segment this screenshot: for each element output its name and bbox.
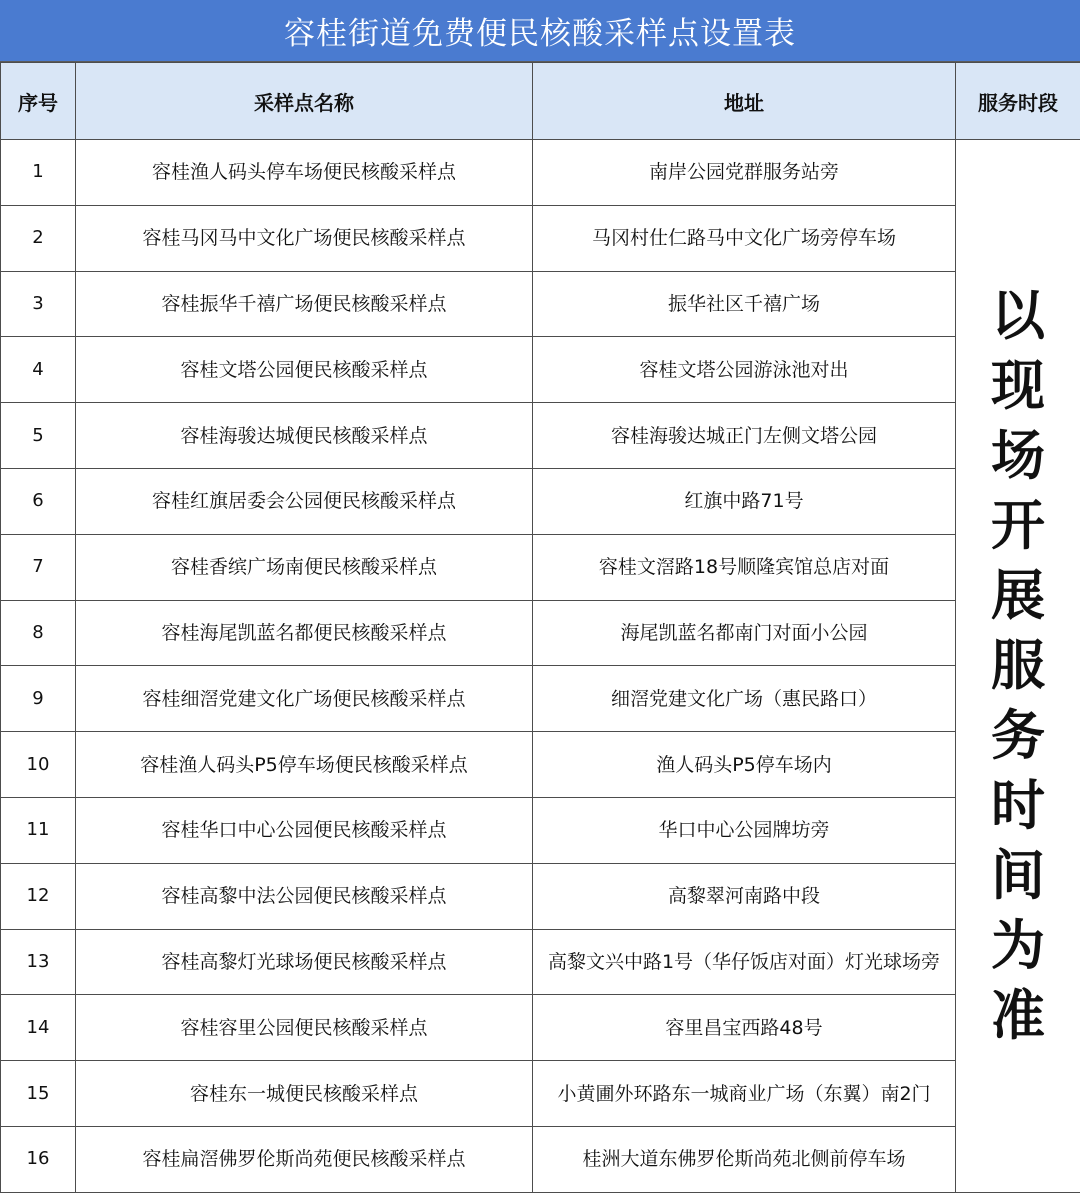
row-no: 16	[1, 1126, 76, 1192]
row-no: 8	[1, 600, 76, 666]
table-row	[1, 929, 1080, 995]
header-no: 序号	[1, 63, 76, 140]
service-hours-note: 以现场开展服务时间为准	[988, 281, 1048, 1051]
row-no: 13	[1, 929, 76, 995]
row-address: 桂洲大道东佛罗伦斯尚苑北侧前停车场	[533, 1126, 956, 1192]
service-hours-cell	[956, 140, 1080, 1193]
row-no: 10	[1, 732, 76, 798]
row-address: 渔人码头P5停车场内	[533, 732, 956, 798]
row-address: 南岸公园党群服务站旁	[533, 140, 956, 206]
row-no: 14	[1, 995, 76, 1061]
row-no: 1	[1, 140, 76, 206]
header-name: 采样点名称	[76, 63, 533, 140]
table-row	[1, 534, 1080, 600]
row-name: 容桂海尾凯蓝名都便民核酸采样点	[76, 600, 533, 666]
row-no: 4	[1, 337, 76, 403]
table-row	[1, 468, 1080, 534]
header-hours: 服务时段	[956, 63, 1080, 140]
row-name: 容桂细滘党建文化广场便民核酸采样点	[76, 666, 533, 732]
row-address: 振华社区千禧广场	[533, 271, 956, 337]
row-name: 容桂渔人码头P5停车场便民核酸采样点	[76, 732, 533, 798]
row-address: 海尾凯蓝名都南门对面小公园	[533, 600, 956, 666]
table-row	[1, 1061, 1080, 1127]
row-address: 红旗中路71号	[533, 468, 956, 534]
row-name: 容桂振华千禧广场便民核酸采样点	[76, 271, 533, 337]
row-name: 容桂华口中心公园便民核酸采样点	[76, 797, 533, 863]
row-address: 容里昌宝西路48号	[533, 995, 956, 1061]
row-name: 容桂扁滘佛罗伦斯尚苑便民核酸采样点	[76, 1126, 533, 1192]
table-row	[1, 797, 1080, 863]
row-address: 小黄圃外环路东一城商业广场（东翼）南2门	[533, 1061, 956, 1127]
row-address: 容桂文滘路18号顺隆宾馆总店对面	[533, 534, 956, 600]
row-address: 容桂海骏达城正门左侧文塔公园	[533, 403, 956, 469]
table-row	[1, 732, 1080, 798]
table-row	[1, 600, 1080, 666]
row-name: 容桂东一城便民核酸采样点	[76, 1061, 533, 1127]
row-no: 5	[1, 403, 76, 469]
row-address: 高黎文兴中路1号（华仔饭店对面）灯光球场旁	[533, 929, 956, 995]
row-address: 容桂文塔公园游泳池对出	[533, 337, 956, 403]
table-row	[1, 337, 1080, 403]
row-no: 6	[1, 468, 76, 534]
header-address: 地址	[533, 63, 956, 140]
row-no: 3	[1, 271, 76, 337]
row-address: 华口中心公园牌坊旁	[533, 797, 956, 863]
row-no: 7	[1, 534, 76, 600]
row-address: 高黎翠河南路中段	[533, 863, 956, 929]
row-name: 容桂渔人码头停车场便民核酸采样点	[76, 140, 533, 206]
sampling-points-table	[0, 62, 1080, 1193]
table-row	[1, 863, 1080, 929]
table-row	[1, 271, 1080, 337]
table-row	[1, 666, 1080, 732]
table-row	[1, 995, 1080, 1061]
row-name: 容桂红旗居委会公园便民核酸采样点	[76, 468, 533, 534]
row-no: 11	[1, 797, 76, 863]
row-name: 容桂马冈马中文化广场便民核酸采样点	[76, 205, 533, 271]
table-row	[1, 403, 1080, 469]
row-no: 15	[1, 1061, 76, 1127]
row-name: 容桂高黎灯光球场便民核酸采样点	[76, 929, 533, 995]
row-address: 细滘党建文化广场（惠民路口）	[533, 666, 956, 732]
header-row	[1, 63, 1080, 140]
row-no: 12	[1, 863, 76, 929]
row-no: 9	[1, 666, 76, 732]
row-address: 马冈村仕仁路马中文化广场旁停车场	[533, 205, 956, 271]
table-title: 容桂街道免费便民核酸采样点设置表	[0, 0, 1080, 62]
table-row	[1, 140, 1080, 206]
row-name: 容桂高黎中法公园便民核酸采样点	[76, 863, 533, 929]
table-row	[1, 1126, 1080, 1192]
table-row	[1, 205, 1080, 271]
row-no: 2	[1, 205, 76, 271]
row-name: 容桂容里公园便民核酸采样点	[76, 995, 533, 1061]
row-name: 容桂文塔公园便民核酸采样点	[76, 337, 533, 403]
row-name: 容桂海骏达城便民核酸采样点	[76, 403, 533, 469]
row-name: 容桂香缤广场南便民核酸采样点	[76, 534, 533, 600]
